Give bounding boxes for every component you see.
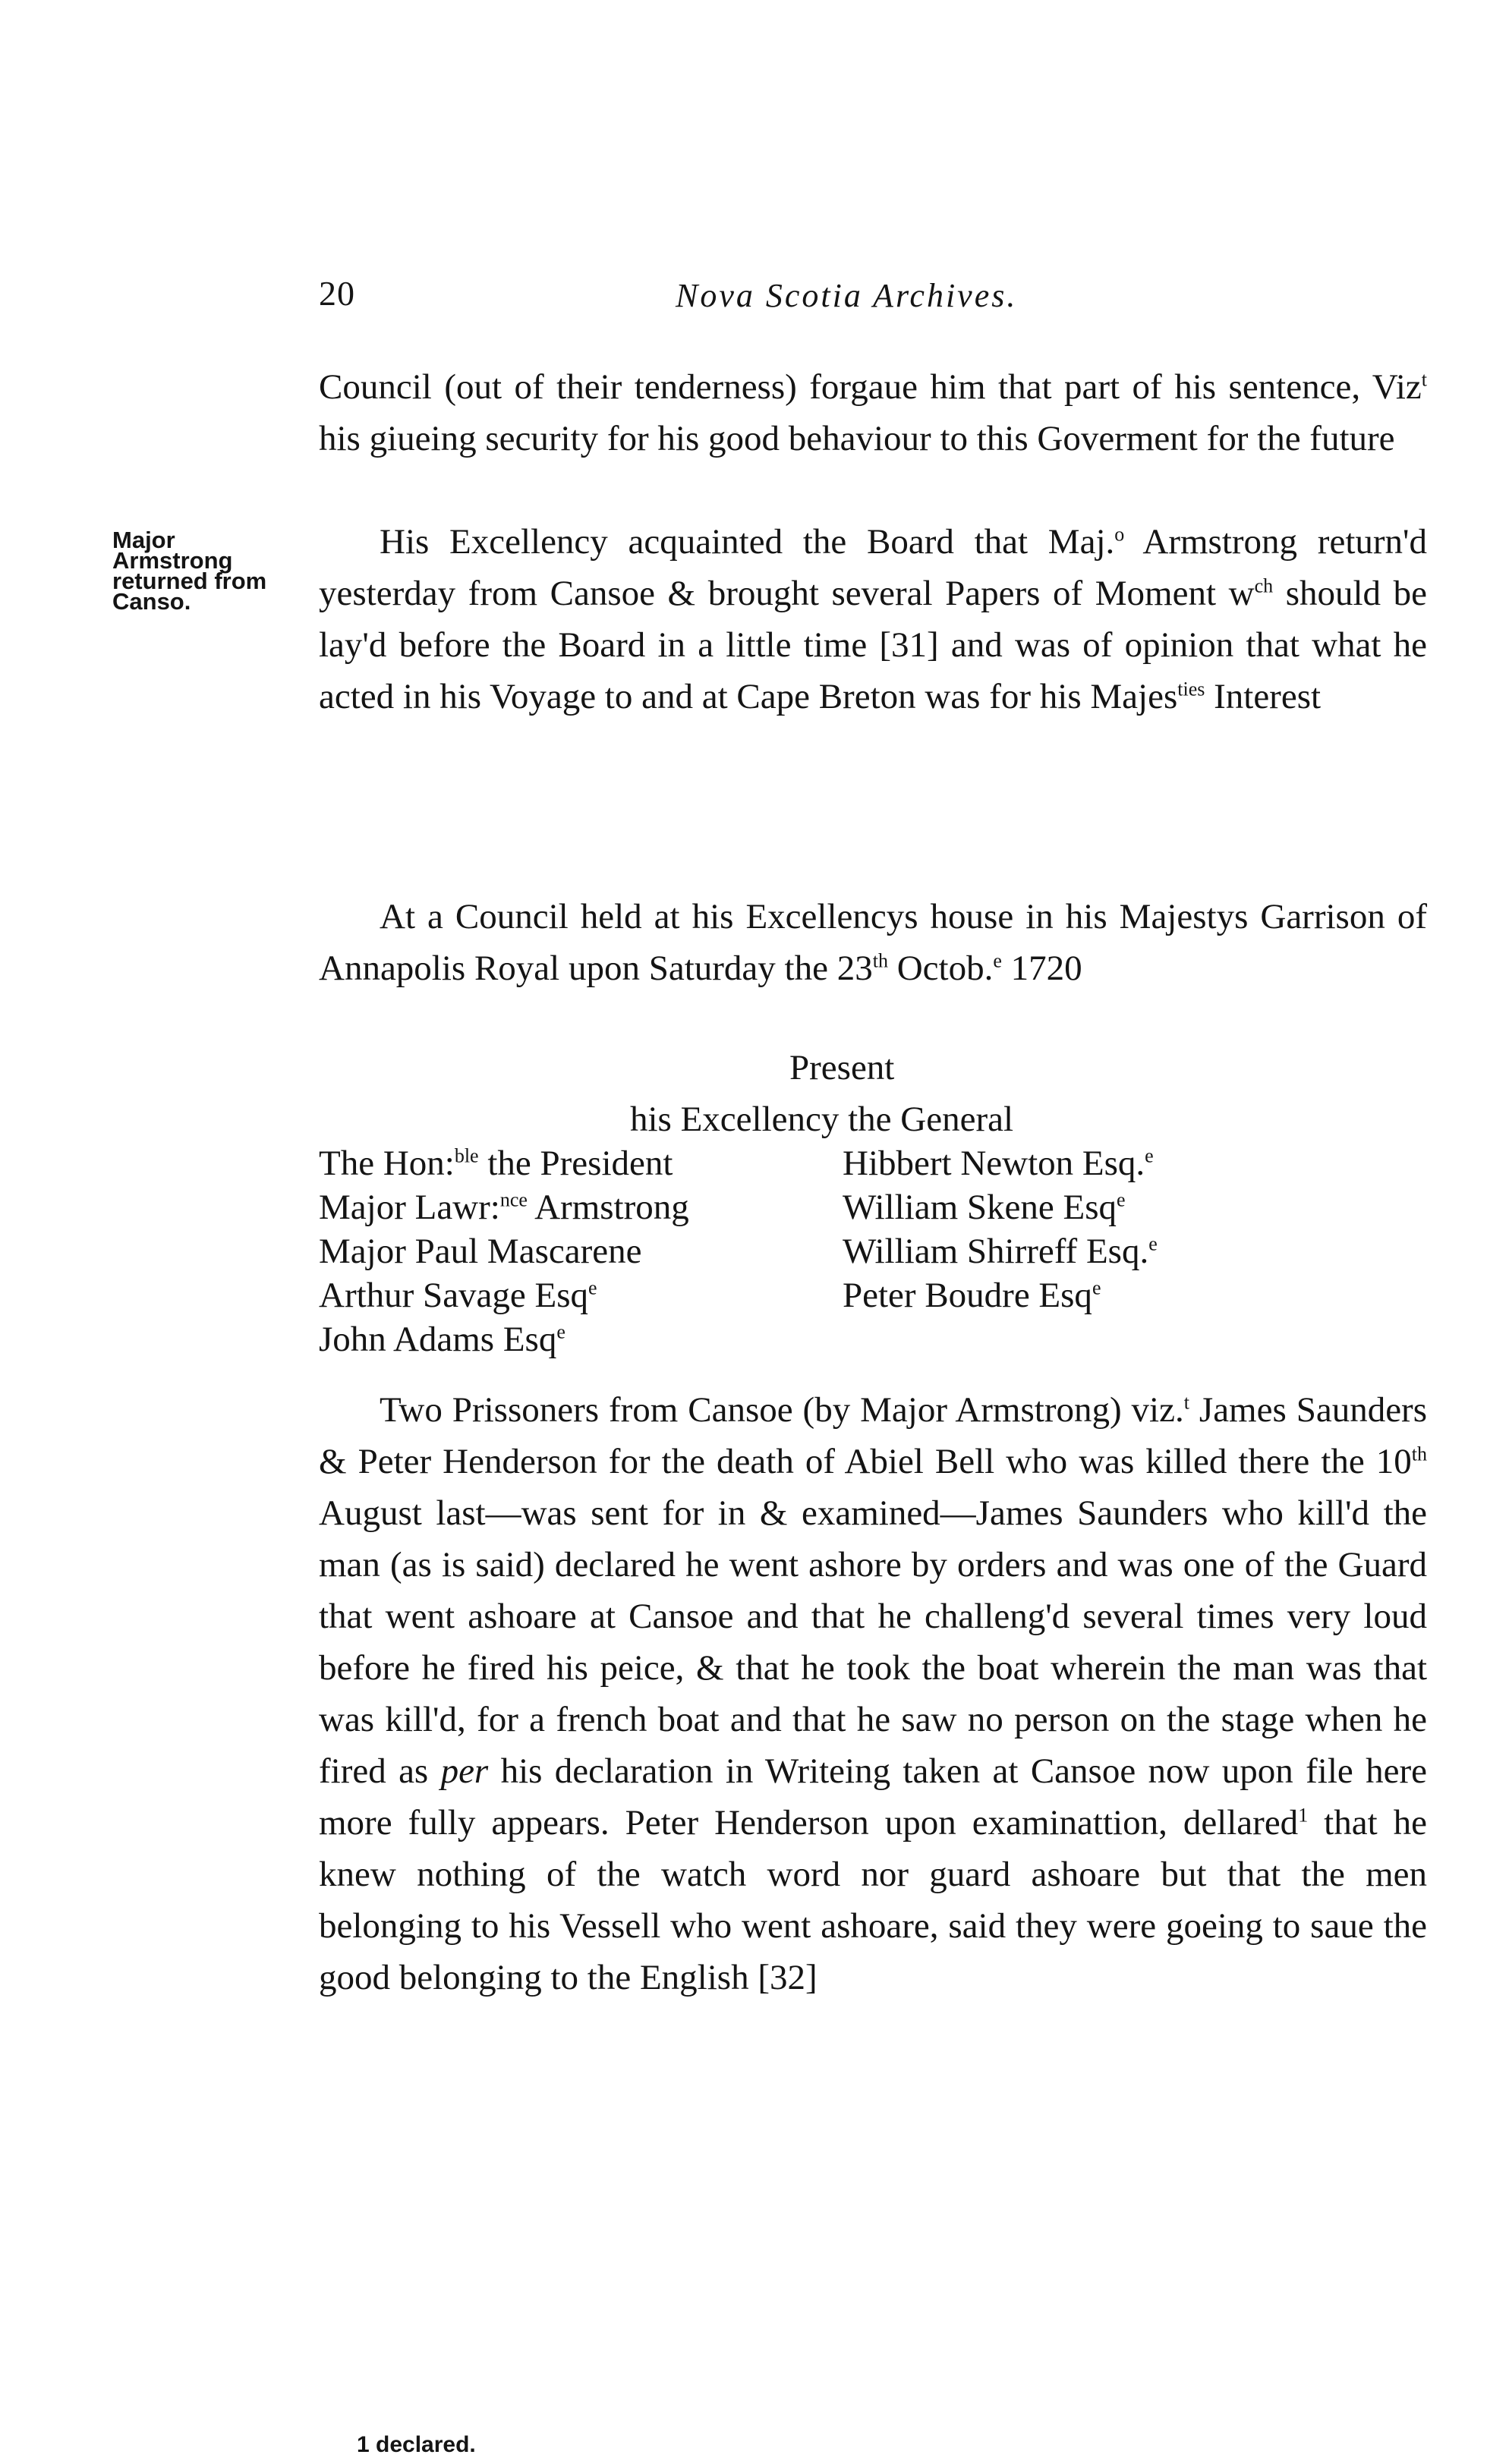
superscript: e [993,949,1002,972]
member-name: William Skene Esq$^e$ [843,1188,1126,1227]
page-number: 20 [319,274,355,313]
text: At a Council held at his Excellencys house in his Majestys Garrison of Annapolis Royal upon Saturday the 23 [319,897,1427,988]
paragraph-prisoners [319,1384,1427,2003]
text: Octob. [887,949,994,988]
marginal-note-line: Armstrong [112,547,233,574]
text: Armstrong return'd yesterday from Cansoe & brought several Papers of Moment w [319,522,1427,613]
present-general: his Excellency the General [630,1100,1014,1139]
paragraph-council-heading [319,891,1427,994]
italic-per: per [440,1751,489,1791]
member-name: Peter Boudre Esq$^e$ [843,1276,1101,1315]
marginal-note-line: returned from [112,568,267,594]
text: James Saunders & Peter Henderson for the death of Abiel Bell who was killed there the 10 [319,1390,1427,1481]
member-name: Major Lawr:$^{nce}$ Armstrong [319,1188,689,1227]
superscript: t [1421,368,1427,391]
members-left-column [319,1141,689,1361]
paragraph-armstrong-return [319,516,1427,722]
member-name: William Shirreff Esq.$^e$ [843,1232,1158,1271]
text: Council (out of their tenderness) forgaue him that part of his sentence, Viz [319,367,1422,407]
text: his giueing security for his good behaviour to this Goverment for the future [319,419,1395,458]
text: Interest [1205,677,1322,716]
marginal-note [112,527,325,615]
member-name: Arthur Savage Esq$^e$ [319,1276,597,1315]
present-label: Present [789,1048,895,1087]
text: 1720 [1001,949,1082,988]
superscript: ch [1254,574,1274,597]
journal-title: Nova Scotia Archives. [676,277,1018,314]
superscript: 1 [1298,1804,1309,1827]
superscript: th [1411,1443,1427,1465]
members-right-column [843,1141,1158,1317]
superscript: o [1114,523,1125,546]
paragraph-sentence [319,361,1427,464]
marginal-note-line: Major [112,527,175,553]
member-name: Hibbert Newton Esq.$^e$ [843,1144,1154,1183]
member-name: John Adams Esq$^e$ [319,1320,565,1359]
text: His Excellency acquainted the Board that Maj. [380,522,1115,562]
member-name: Major Paul Mascarene [319,1232,642,1271]
running-head [319,273,1427,319]
superscript: ties [1177,678,1205,700]
text: should be lay'd before the Board in a little time [31] and was of opinion that what he acted in his Voyage to and at Cape Breton was for his Majes [319,574,1427,716]
superscript: t [1183,1391,1189,1414]
member-name: The Hon:$^{ble}$ the President [319,1144,673,1183]
text: August last—was sent for in & examined—James Saunders who kill'd the man (as is said) declared he went ashore by orders and was one of the Guard that went ashoare at Cansoe and that he challeng'd several times very loud before he fired his peice, & that he took the boat wherein the man was that was kill'd, for a french boat and that he saw no person on the stage when he fired as [319,1493,1427,1791]
text: his declaration in Writeing taken at Cansoe now upon file here more fully appears. Peter Henderson upon examinattion, dellared [319,1751,1427,1842]
superscript: th [872,949,888,972]
text: Two Prissoners from Cansoe (by Major Armstrong) viz. [380,1390,1184,1430]
marginal-note-line: Canso. [112,588,191,615]
text: that he knew nothing of the watch word nor guard ashoare but that the men belonging to his Vessell who went ashoare, said they were goeing to saue the good belonging to the English [32] [319,1803,1428,1997]
footnote: 1 declared. [357,2432,476,2457]
